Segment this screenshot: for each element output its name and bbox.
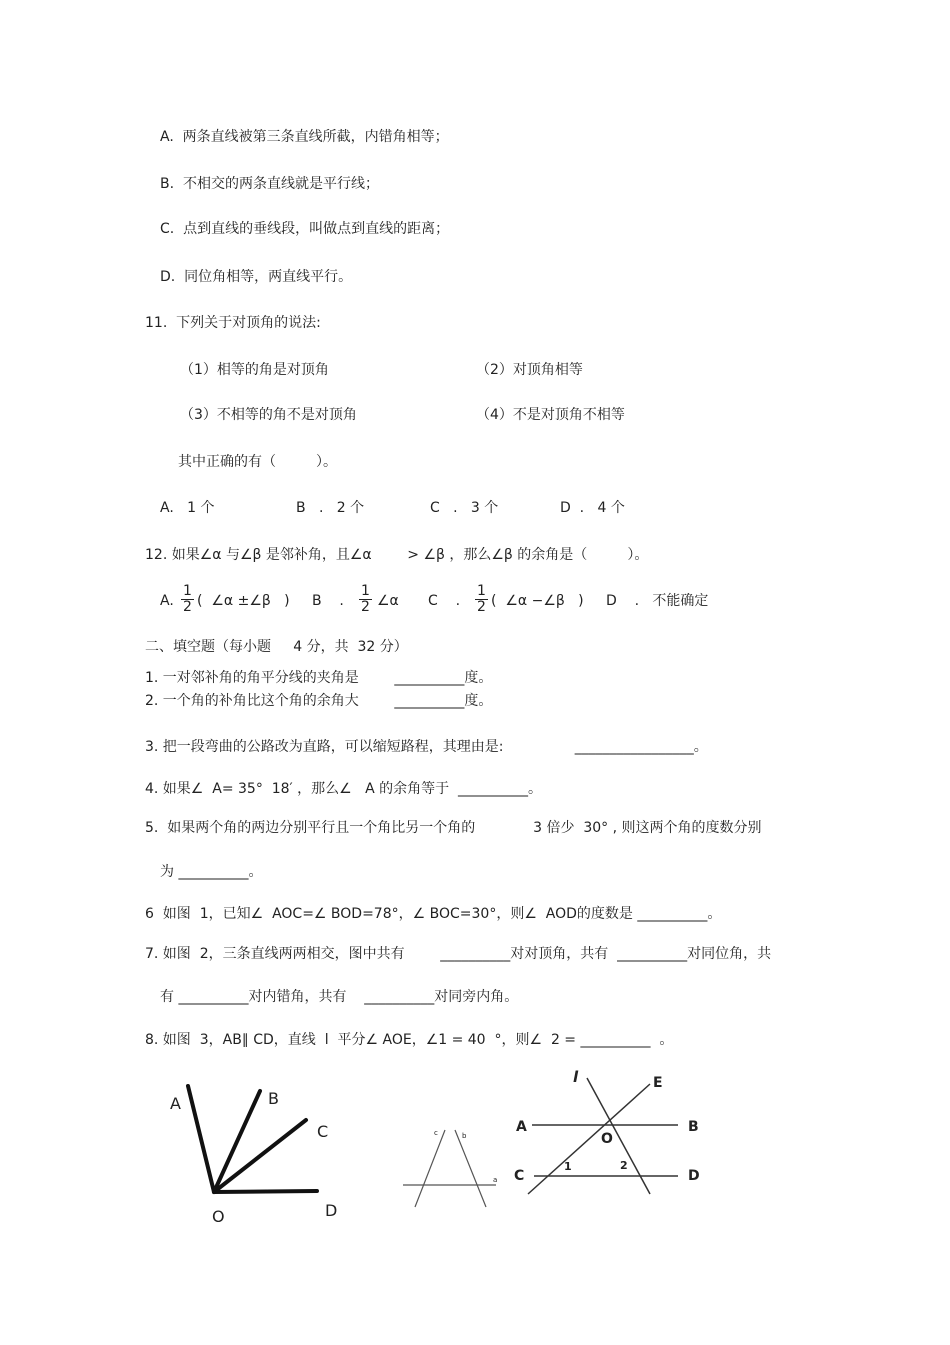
label-b: B bbox=[688, 1119, 699, 1135]
q12-option-b-fraction bbox=[359, 584, 372, 615]
q12-option-b-expression: ∠α bbox=[377, 593, 399, 609]
label-b: B bbox=[268, 1089, 279, 1108]
label-angle-2: 2 bbox=[620, 1159, 628, 1172]
line-oe bbox=[528, 1084, 650, 1194]
q11-option-c: C . 3 个 bbox=[430, 500, 499, 516]
fill-question-8: 8. 如图 3，AB∥ CD，直线 l 平分∠ AOE，∠1 = 40 °，则∠ 2 = __________ 。 bbox=[145, 1032, 674, 1048]
q11-question: 其中正确的有（ ）。 bbox=[178, 454, 338, 470]
label-a: a bbox=[493, 1176, 498, 1184]
q11-stem: 11. 下列关于对顶角的说法: bbox=[145, 315, 321, 331]
q11-option-b: B . 2 个 bbox=[296, 500, 365, 516]
q12-option-a-expression: ( ∠α ±∠β ) bbox=[197, 593, 290, 609]
fraction-denominator: 2 bbox=[361, 599, 370, 615]
fill-question-3: 3. 把一段弯曲的公路改为直路，可以缩短路程，其理由是: _________________。 bbox=[145, 739, 708, 755]
q12-option-c-fraction bbox=[475, 584, 488, 615]
fill-question-2: 2. 一个角的补角比这个角的余角大 __________度。 bbox=[145, 693, 493, 709]
q11-statement-3: （3）不相等的角不是对顶角 bbox=[180, 407, 357, 423]
figure-3 bbox=[508, 1066, 718, 1206]
label-e: E bbox=[653, 1075, 663, 1091]
fill-question-7: 7. 如图 2，三条直线两两相交，图中共有 __________对对顶角，共有 __________对同位角，共 bbox=[145, 946, 772, 962]
label-c: c bbox=[434, 1129, 438, 1137]
label-d: D bbox=[688, 1168, 700, 1184]
q11-statement-2: （2）对顶角相等 bbox=[476, 362, 583, 378]
label-d: D bbox=[325, 1201, 338, 1220]
label-o: O bbox=[601, 1131, 613, 1147]
q10-option-a: A. 两条直线被第三条直线所截，内错角相等； bbox=[160, 129, 449, 145]
fraction-numerator: 1 bbox=[477, 583, 486, 599]
label-a: A bbox=[516, 1119, 527, 1135]
ray-oa bbox=[188, 1086, 214, 1192]
q12-option-a-label: A. bbox=[160, 593, 174, 609]
q12-stem: 12. 如果∠α 与∠β 是邻补角，且∠α > ∠β ，那么∠β 的余角是（ ）。 bbox=[145, 547, 649, 563]
label-c: C bbox=[514, 1168, 525, 1184]
fill-question-5-continued: 为 __________。 bbox=[160, 864, 263, 880]
q11-statement-1: （1）相等的角是对顶角 bbox=[180, 362, 329, 378]
ray-oc bbox=[214, 1120, 306, 1192]
fill-question-7-continued: 有 __________对内错角，共有 __________对同旁内角。 bbox=[160, 989, 519, 1005]
label-c: C bbox=[317, 1122, 329, 1141]
line-b bbox=[455, 1130, 486, 1207]
q11-statement-4: （4）不是对顶角不相等 bbox=[476, 407, 625, 423]
ray-ob bbox=[214, 1091, 260, 1192]
fraction-numerator: 1 bbox=[183, 583, 192, 599]
q10-option-d: D. 同位角相等，两直线平行。 bbox=[160, 269, 353, 285]
label-angle-1: 1 bbox=[564, 1160, 572, 1173]
q11-option-d: D . 4 个 bbox=[560, 500, 625, 516]
label-l: l bbox=[573, 1068, 579, 1086]
fill-question-1: 1. 一对邻补角的角平分线的夹角是 __________度。 bbox=[145, 670, 493, 686]
q10-option-c: C. 点到直线的垂线段，叫做点到直线的距离； bbox=[160, 221, 450, 237]
label-b: b bbox=[462, 1132, 467, 1140]
fill-question-6: 6 如图 1，已知∠ AOC=∠ BOD=78°，∠ BOC=30°，则∠ AOD的度数是 __________。 bbox=[145, 906, 722, 922]
fill-question-4: 4. 如果∠ A= 35° 18′ ，那么∠ A 的余角等于 __________。 bbox=[145, 781, 543, 797]
q12-option-d: D . 不能确定 bbox=[606, 593, 709, 609]
q12-option-c-expression: ( ∠α −∠β ) bbox=[491, 593, 584, 609]
fraction-numerator: 1 bbox=[361, 583, 370, 599]
q11-option-a: A. 1 个 bbox=[160, 500, 215, 516]
label-o: O bbox=[212, 1207, 225, 1226]
ray-od bbox=[214, 1191, 317, 1192]
figure-1 bbox=[160, 1080, 360, 1230]
fraction-denominator: 2 bbox=[183, 599, 192, 615]
line-c bbox=[415, 1130, 445, 1207]
q12-option-b-label: B . bbox=[312, 593, 344, 609]
q10-option-b: B. 不相交的两条直线就是平行线； bbox=[160, 176, 379, 192]
fill-question-5: 5. 如果两个角的两边分别平行且一个角比另一个角的 3 倍少 30° , 则这两个角的度数分别 bbox=[145, 820, 762, 836]
q12-option-c-label: C . bbox=[428, 593, 461, 609]
q12-option-a-fraction bbox=[181, 584, 194, 615]
label-a: A bbox=[170, 1094, 181, 1113]
figure-2 bbox=[400, 1120, 510, 1215]
section-2-heading: 二、填空题（每小题 4 分，共 32 分） bbox=[145, 639, 408, 655]
fraction-denominator: 2 bbox=[477, 599, 486, 615]
